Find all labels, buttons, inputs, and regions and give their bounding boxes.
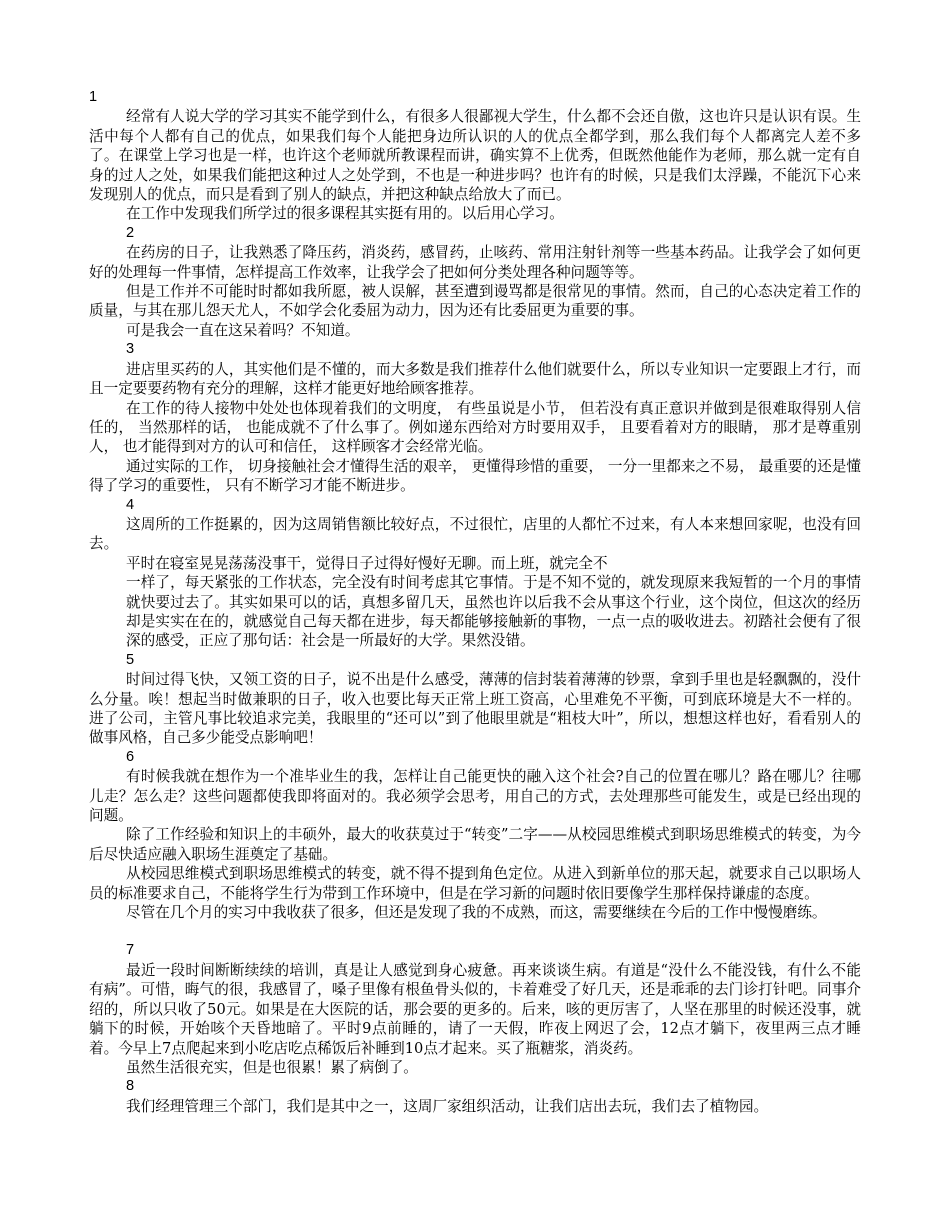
paragraph: 虽然生活很充实，但是也很累！累了病倒了。 (126, 1058, 418, 1076)
paragraph: 在工作的待人接物中处处也体现着我们的文明度， 有些虽说是小节， 但若没有真正意识并做到是很难取得别人信任的， 当然那样的话， 也能成就不了什么事了。例如递东西给对方时要用双手， 且要看着对方的眼睛， 那才是尊重别人， 也才能得到对方的认可和信任， 这样顾客才会经常光临。 (89, 399, 861, 456)
paragraph: 平时在寝室晃晃荡荡没事干，觉得日子过得好慢好无聊。而上班，就完全不 (126, 554, 608, 572)
paragraph: 在工作中发现我们所学过的很多课程其实挺有用的。以后用心学习。 (126, 205, 564, 223)
paragraph: 最近一段时间断断续续的培训，真是让人感觉到身心疲惫。再来谈谈生病。有道是“没什么不能没钱，有什么不能有病”。可惜，晦气的很，我感冒了，嗓子里像有根鱼骨头似的，卡着难受了好几天，还是乖乖的去门诊打针吧。同事介绍的，所以只收了50元。如果是在大医院的话，那会要的更多的。后来，咳的更厉害了，人坚在那里的时候还没事，就躺下的时候，开始咳个天昏地暗了。平时9点前睡的，请了一天假，昨夜上网迟了会，12点才躺下，夜里两三点才睡着。今早上7点爬起来到小吃店吃点稀饭后补睡到10点才起来。买了瓶糖浆，消炎药。 (89, 961, 861, 1057)
paragraph: 尽管在几个月的实习中我收获了很多，但还是发现了我的不成熟，而这，需要继续在今后的工作中慢慢磨练。 (126, 904, 827, 922)
paragraph: 经常有人说大学的学习其实不能学到什么，有很多人很鄙视大学生，什么都不会还自傲，这也许只是认识有误。生活中每个人都有自己的优点，如果我们每个人能把身边所认识的人的优点全都学到，那么我们每个人都离完人差不多了。在课堂上学习也是一样，也许这个老师就所教课程而讲，确实算不上优秀，但既然他能作为老师，那么就一定有自身的过人之处，如果我们能把这种过人之处学到，不也是一种进步吗？也许有的时候，只是我们太浮躁，不能沉下心来发现别人的优点，而只是看到了别人的缺点，并把这种缺点给放大了而已。 (89, 108, 861, 204)
paragraph: 从校园思维模式到职场思维模式的转变，就不得不提到角色定位。从进入到新单位的那天起，就要求自己以职场人员的标准要求自己，不能将学生行为带到工作环境中，但是在学习新的问题时依旧要像学生那样保持谦虚的态度。 (89, 865, 861, 902)
paragraph: 有时候我就在想作为一个准毕业生的我，怎样让自己能更快的融入这个社会?自己的位置在哪儿？路在哪儿？往哪儿走？怎么走？这些问题都使我即将面对的。我必须学会思考，用自己的方式，去处理那些可能发生，或是已经出现的问题。 (89, 768, 861, 825)
section-number: 4 (126, 496, 135, 513)
document-body (89, 88, 861, 1116)
section-number: 6 (126, 748, 135, 765)
paragraph: 我们经理管理三个部门，我们是其中之一，这周厂家组织活动，让我们店出去玩，我们去了植物园。 (126, 1097, 769, 1115)
paragraph: 可是我会一直在这呆着吗？不知道。 (126, 321, 360, 339)
paragraph: 进店里买药的人，其实他们是不懂的，而大多数是我们推荐什么他们就要什么，所以专业知识一定要跟上才行，而且一定要要药物有充分的理解，这样才能更好地给顾客推荐。 (89, 360, 861, 398)
paragraph: 通过实际的工作， 切身接触社会才懂得生活的艰辛， 更懂得珍惜的重要， 一分一里都来之不易， 最重要的还是懂得了学习的重要性， 只有不断学习才能不断进步。 (89, 457, 861, 495)
paragraph: 一样了，每天紧张的工作状态，完全没有时间考虑其它事情。于是不知不觉的，就发现原来我短暂的一个月的事情就快要过去了。其实如果可以的话，真想多留几天，虽然也许以后我不会从事这个行业，这个岗位，但这次的经历却是实实在在的，就感觉自己每天都在进步，每天都能够接触新的事物，一点一点的吸收进去。初踏社会便有了很深的感受，正应了那句话：社会是一所最好的大学。果然没错。 (126, 574, 861, 650)
paragraph: 时间过得飞快，又领工资的日子，说不出是什么感受，薄薄的信封装着薄薄的钞票，拿到手里也是轻飘飘的，没什么分量。唉！想起当时做兼职的日子，收入也要比每天正常上班工资高，心里难免不平衡，可到底环境是大不一样的。进了公司，主管凡事比较追求完美，我眼里的“还可以”到了他眼里就是“粗枝大叶”，所以，想想这样也好，看看别人的做事风格，自己多少能受点影响吧！ (89, 671, 861, 747)
section-number: 7 (126, 942, 135, 959)
blank-line (89, 922, 861, 941)
paragraph: 除了工作经验和知识上的丰硕外，最大的收获莫过于“转变”二字——从校园思维模式到职场思维模式的转变，为今后尽快适应融入职场生涯奠定了基础。 (89, 826, 861, 863)
paragraph: 这周所的工作挺累的，因为这周销售额比较好点，不过很忙，店里的人都忙不过来，有人本来想回家呢，也没有回去。 (89, 515, 861, 553)
section-number: 1 (89, 89, 98, 105)
section-number: 5 (126, 651, 135, 668)
section-number: 3 (126, 341, 135, 358)
section-number: 2 (126, 224, 135, 241)
section-number: 8 (126, 1078, 135, 1095)
paragraph: 但是工作并不可能时时都如我所愿，被人误解，甚至遭到谩骂都是很常见的事情。然而，自己的心态决定着工作的质量，与其在那儿怨天尤人，不如学会化委屈为动力，因为还有比委屈更为重要的事。 (89, 283, 861, 320)
paragraph: 在药房的日子，让我熟悉了降压药，消炎药，感冒药，止咳药、常用注射针剂等一些基本药品。让我学会了如何更好的处理每一件事情，怎样提高工作效率，让我学会了把如何分类处理各种问题等等。 (89, 244, 861, 281)
